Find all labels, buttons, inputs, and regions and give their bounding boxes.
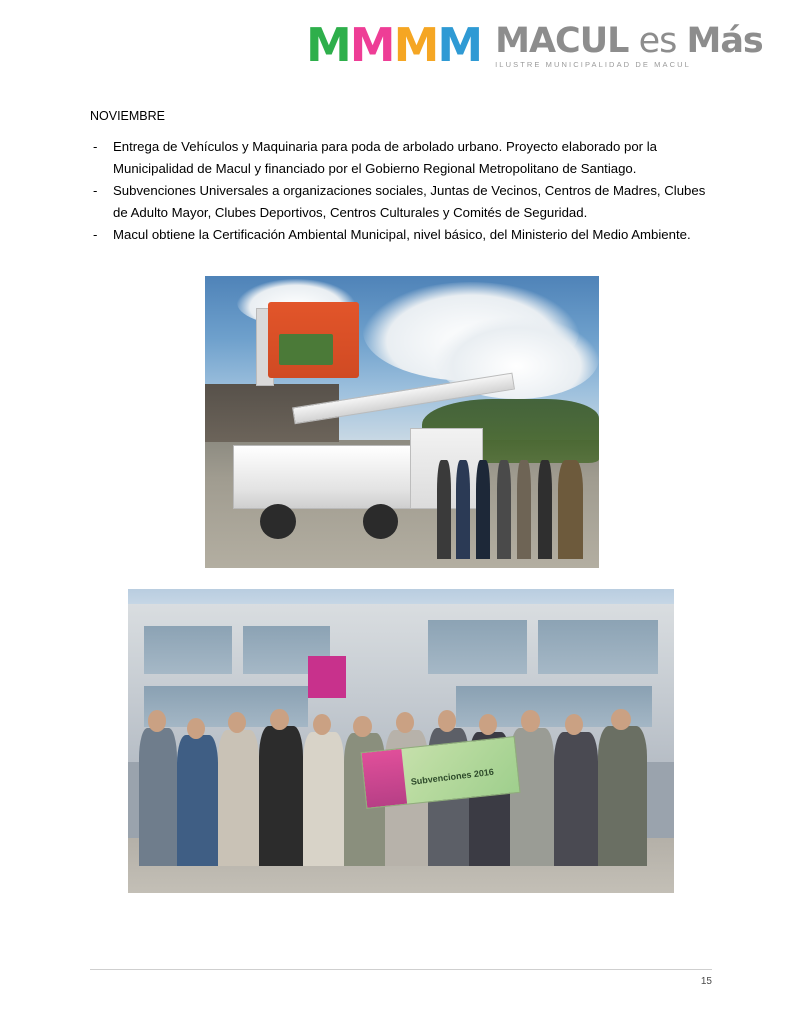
bucket-logo-panel bbox=[279, 334, 333, 364]
person bbox=[510, 728, 554, 866]
logo-brand-mas: Más bbox=[686, 21, 763, 61]
logo-brand-line bbox=[495, 23, 763, 59]
logo-brand-macul: MACUL bbox=[495, 21, 629, 61]
person bbox=[598, 726, 647, 865]
truck-wheel bbox=[260, 504, 295, 539]
window bbox=[538, 620, 658, 674]
window bbox=[428, 620, 526, 674]
logo-letter-pink: M bbox=[349, 18, 394, 72]
people-group bbox=[434, 460, 592, 559]
person bbox=[517, 460, 531, 559]
person bbox=[456, 460, 470, 559]
bullet-marker: - bbox=[93, 183, 98, 198]
section-title-month: NOVIEMBRE bbox=[90, 109, 166, 123]
person-head bbox=[313, 714, 331, 735]
logo-letter-green: M bbox=[306, 18, 350, 72]
person-head bbox=[611, 709, 631, 730]
list-item-text: Entrega de Vehículos y Maquinaria para poda de arbolado urbano. Proyecto elaborado por la Municipalidad de Macul y financiado por el Gobierno Regional Metropolitano de Santiago. bbox=[113, 139, 657, 176]
window bbox=[144, 626, 231, 673]
person-head bbox=[521, 710, 540, 731]
list-item bbox=[90, 136, 716, 179]
logo-wordmark bbox=[495, 23, 763, 69]
list-item bbox=[90, 224, 716, 246]
person-head bbox=[438, 710, 456, 731]
check-logo-panel bbox=[361, 749, 406, 808]
document-content bbox=[90, 108, 716, 247]
page-footer bbox=[90, 969, 712, 990]
truck-wheel bbox=[363, 504, 398, 539]
logo-subtitle: ILUSTRE MUNICIPALIDAD DE MACUL bbox=[495, 60, 691, 69]
person-head bbox=[148, 710, 166, 731]
truck-bed bbox=[233, 445, 424, 508]
lift-bucket bbox=[268, 302, 359, 378]
logo-letter-blue: M bbox=[437, 18, 482, 72]
list-item-text: Macul obtiene la Certificación Ambiental Municipal, nivel básico, del Ministerio del Medio Ambiente. bbox=[113, 227, 691, 242]
list-item bbox=[90, 180, 716, 223]
person bbox=[139, 728, 177, 866]
person-head bbox=[353, 716, 371, 737]
person bbox=[437, 460, 451, 559]
person bbox=[538, 460, 552, 559]
logo-letter-marks bbox=[306, 18, 482, 72]
check-label: Subvenciones 2016 bbox=[409, 767, 495, 788]
macul-logo bbox=[306, 16, 763, 76]
photo-subvenciones-group bbox=[128, 589, 674, 893]
logo-letter-orange: M bbox=[393, 18, 438, 72]
person bbox=[554, 732, 598, 866]
bullet-marker: - bbox=[93, 139, 98, 154]
person bbox=[218, 730, 259, 866]
bullet-marker: - bbox=[93, 227, 98, 242]
list-item-text: Subvenciones Universales a organizaciones sociales, Juntas de Vecinos, Centros de Madres, Clubes de Adulto Mayor, Clubes Deportivos, Centros Culturales y Comités de Seguridad. bbox=[113, 183, 706, 220]
person bbox=[558, 460, 583, 559]
person-head bbox=[187, 718, 205, 739]
person bbox=[259, 726, 303, 865]
bullet-list bbox=[90, 136, 716, 246]
person bbox=[497, 460, 511, 559]
person-head bbox=[270, 709, 289, 730]
person bbox=[476, 460, 490, 559]
person bbox=[177, 735, 218, 865]
photo-truck bbox=[205, 276, 599, 568]
page-number: 15 bbox=[700, 976, 712, 987]
person bbox=[303, 732, 344, 866]
logo-brand-es: es bbox=[628, 21, 687, 61]
